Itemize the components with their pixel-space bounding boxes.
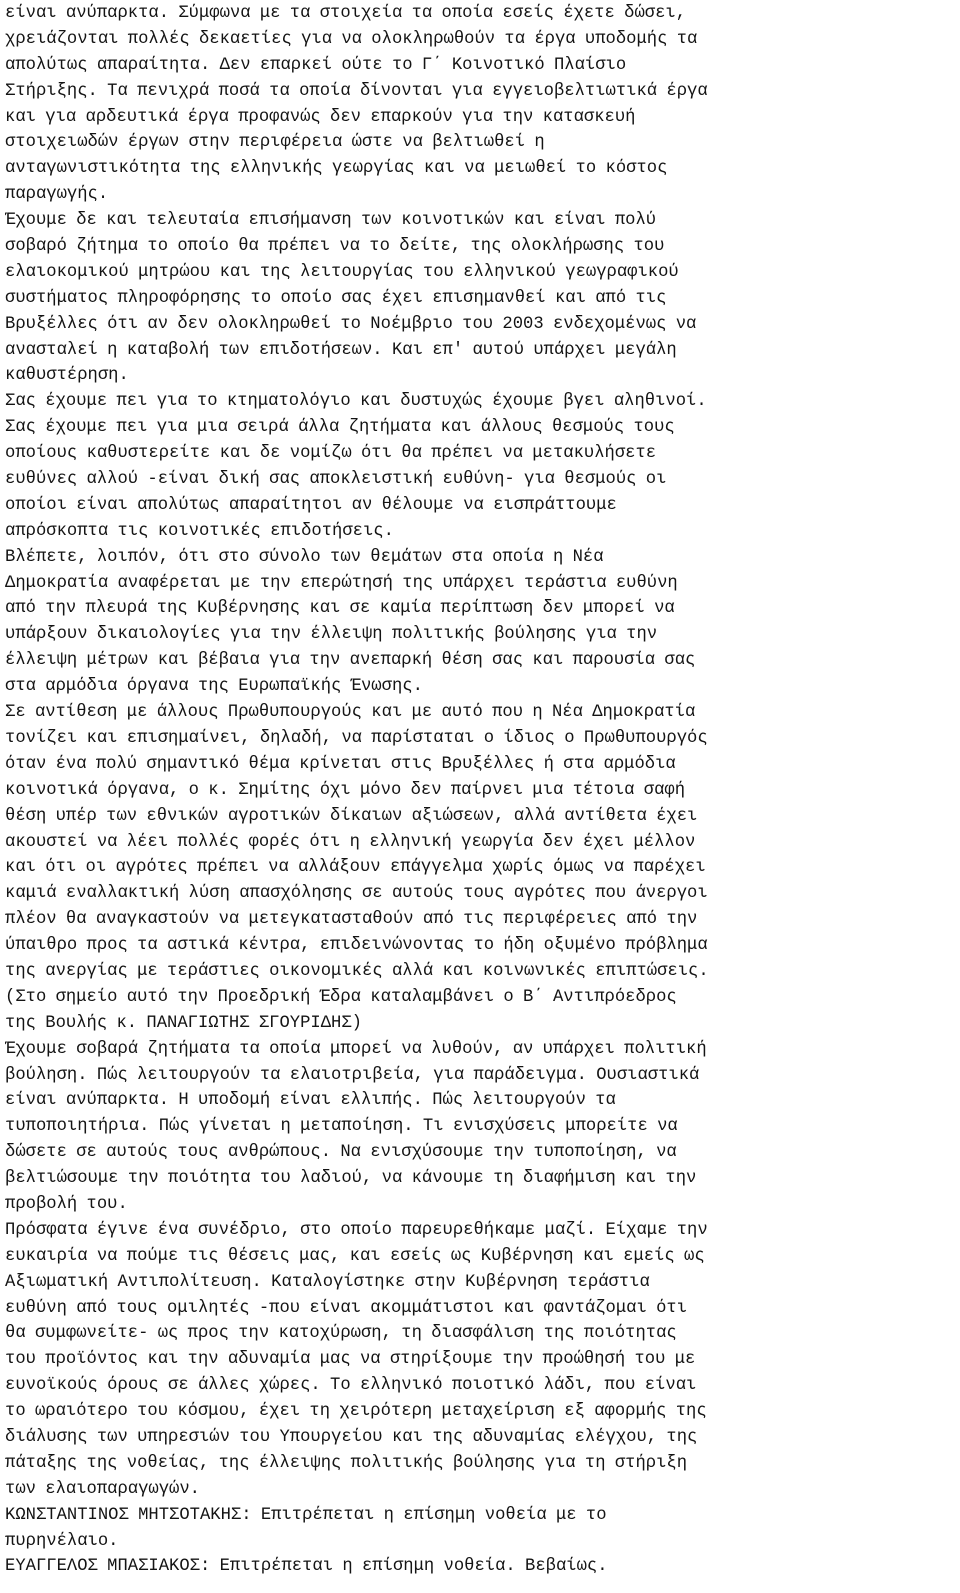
- text-line: παραγωγής.: [5, 185, 109, 205]
- text-line: ευθύνη από τους ομιλητές -που είναι ακομμάτιστοι και φαντάζομαι ότι: [5, 1298, 688, 1318]
- text-line: στα αρμόδια όργανα της Ευρωπαϊκής Ένωσης.: [5, 677, 423, 697]
- text-line: απολύτως απαραίτητα. Δεν επαρκεί ούτε το Γ΄ Κοινοτικό Πλαίσιο: [5, 55, 627, 75]
- text-line: θα συμφωνείτε- ως προς την κατοχύρωση, τη διασφάλιση της ποιότητας: [5, 1324, 677, 1344]
- text-line: βελτιώσουμε την ποιότητα του λαδιού, να κάνουμε τη διαφήμιση και την: [5, 1169, 697, 1189]
- text-line: όταν ένα πολύ σημαντικό θέμα κρίνεται στις Βρυξέλλες ή στα αρμόδια: [5, 754, 676, 774]
- text-line: Σας έχουμε πει για μια σειρά άλλα ζητήματα και άλλους θεσμούς τους: [5, 418, 675, 438]
- text-line: υπάρξουν δικαιολογίες για την έλλειψη πολιτικής βούλησης για την: [5, 625, 658, 645]
- text-line: το ωραιότερο του κόσμου, έχει τη χειρότερη μεταχείριση εξ αφορμής της: [5, 1402, 707, 1422]
- text-line: προβολή του.: [5, 1194, 128, 1214]
- text-line: βούληση. Πώς λειτουργούν τα ελαιοτριβεία, για παράδειγμα. Ουσιαστικά: [5, 1065, 700, 1085]
- text-line: ευθύνες αλλού -είναι δική σας αποκλειστική ευθύνη- για θεσμούς οι: [5, 470, 667, 490]
- text-line: ύπαιθρο προς τα αστικά κέντρα, επιδεινώνοντας το ήδη οξυμένο πρόβλημα: [5, 936, 708, 956]
- text-line: χρειάζονται πολλές δεκαετίες για να ολοκληρωθούν τα έργα υποδομής τα: [5, 29, 698, 49]
- text-line: ανασταλεί η καταβολή των επιδοτήσεων. Και επ' αυτού υπάρχει μεγάλη: [5, 340, 677, 360]
- text-line: Έχουμε σοβαρά ζητήματα τα οποία μπορεί να λυθούν, αν υπάρχει πολιτική: [5, 1039, 707, 1059]
- text-line: θέση υπέρ των εθνικών αγροτικών δίκαιων αξιώσεων, αλλά αντίθετα έχει: [5, 806, 698, 826]
- text-line: Σε αντίθεση με άλλους Πρωθυπουργούς και με αυτό που η Νέα Δημοκρατία: [5, 703, 696, 723]
- text-line: καθυστέρηση.: [5, 366, 129, 386]
- text-line: ακουστεί να λέει πολλές φορές ότι η ελληνική γεωργία δεν έχει μέλλον: [5, 832, 696, 852]
- text-line: και για αρδευτικά έργα προφανώς δεν επαρκούν για την κατασκευή: [5, 107, 636, 127]
- text-line: ευνοϊκούς όρους σε άλλες χώρες. Το ελληνικό ποιοτικό λάδι, που είναι: [5, 1376, 697, 1396]
- text-line: συστήματος πληροφόρησης το οποίο σας έχει επισημανθεί και από τις: [5, 288, 667, 308]
- text-line: Αξιωματική Αντιπολίτευση. Καταλογίστηκε στην Κυβέρνηση τεράστια: [5, 1272, 650, 1292]
- text-line: σοβαρό ζήτημα το οποίο θα πρέπει να το δείτε, της ολοκλήρωσης του: [5, 237, 665, 257]
- text-line: της Βουλής κ. ΠΑΝΑΓΙΩΤΗΣ ΣΓΟΥΡΙΔΗΣ): [5, 1013, 362, 1033]
- text-line: και ότι οι αγρότες πρέπει να αλλάξουν επάγγελμα χωρίς όμως να παρέχει: [5, 858, 706, 878]
- text-line: δώσετε σε αυτούς τους ανθρώπους. Να ενισχύσουμε την τυποποίηση, να: [5, 1143, 677, 1163]
- text-line: Πρόσφατα έγινε ένα συνέδριο, στο οποίο παρευρεθήκαμε μαζί. Είχαμε την: [5, 1220, 708, 1240]
- text-line: ανταγωνιστικότητα της ελληνικής γεωργίας και να μειωθεί το κόστος: [5, 159, 668, 179]
- text-line: του προϊόντος και την αδυναμία μας να στηρίξουμε την προώθησή του με: [5, 1350, 696, 1370]
- text-line: είναι ανύπαρκτα. Η υποδομή είναι ελλιπής. Πώς λειτουργούν τα: [5, 1091, 616, 1111]
- text-line: Βρυξέλλες ότι αν δεν ολοκληρωθεί το Νοέμβριο του 2003 ενδεχομένως να: [5, 314, 697, 334]
- text-line: της ανεργίας με τεράστιες οικονομικές αλλά και κοινωνικές επιπτώσεις.: [5, 961, 709, 981]
- text-line: ελαιοκομικού μητρώου και της λειτουργίας του ελληνικού γεωγραφικού: [5, 262, 679, 282]
- text-line: διάλυσης των υπηρεσιών του Υπουργείου και της αδυναμίας ελέγχου, της: [5, 1427, 698, 1447]
- text-line: Δημοκρατία αναφέρεται με την επερώτησή της υπάρχει τεράστια ευθύνη: [5, 573, 678, 593]
- text-line: Σας έχουμε πει για το κτηματολόγιο και δυστυχώς έχουμε βγει αληθινοί.: [5, 392, 707, 412]
- text-line: πάταξης της νοθείας, της έλλειψης πολιτικής βούλησης για τη στήριξη: [5, 1453, 688, 1473]
- text-line: ΚΩΝΣΤΑΝΤΙΝΟΣ ΜΗΤΣΟΤΑΚΗΣ: Επιτρέπεται η επίσημη νοθεία με το: [5, 1505, 607, 1525]
- text-line: είναι ανύπαρκτα. Σύμφωνα με τα στοιχεία τα οποία εσείς έχετε δώσει,: [5, 4, 687, 23]
- text-line: οποίους καθυστερείτε και δε νομίζω ότι θα πρέπει να μετακυλήσετε: [5, 444, 657, 464]
- text-line: τυποποιητήρια. Πώς γίνεται η μεταποίηση. Τι ενισχύσεις μπορείτε να: [5, 1117, 678, 1137]
- text-line: ευκαιρία να πούμε τις θέσεις μας, και εσείς ως Κυβέρνηση και εμείς ως: [5, 1246, 705, 1266]
- text-line: των ελαιοπαραγωγών.: [5, 1479, 200, 1499]
- text-line: στοιχειωδών έργων στην περιφέρεια ώστε να βελτιωθεί η: [5, 133, 545, 153]
- text-line: έλλειψη μέτρων και βέβαια για την ανεπαρκή θέση σας και παρουσία σας: [5, 651, 696, 671]
- text-line: τονίζει και επισημαίνει, δηλαδή, να παρίσταται ο ίδιος ο Πρωθυπουργός: [5, 728, 708, 748]
- text-line: από την πλευρά της Κυβέρνησης και σε καμία περίπτωση δεν μπορεί να: [5, 599, 675, 619]
- text-line: πυρηνέλαιο.: [5, 1531, 119, 1551]
- text-line: Βλέπετε, λοιπόν, ότι στο σύνολο των θεμάτων στα οποία η Νέα: [5, 547, 604, 567]
- text-line: οποίοι είναι απολύτως απαραίτητοι αν θέλουμε να εισπράττουμε: [5, 495, 617, 515]
- text-line: ΕΥΑΓΓΕΛΟΣ ΜΠΑΣΙΑΚΟΣ: Επιτρέπεται η επίσημη νοθεία. Βεβαίως.: [5, 1557, 608, 1577]
- text-line: απρόσκοπτα τις κοινοτικές επιδοτήσεις.: [5, 521, 394, 541]
- text-line: Στήριξης. Τα πενιχρά ποσά τα οποία δίνονται για εγγειοβελτιωτικά έργα: [5, 81, 708, 101]
- text-line: (Στο σημείο αυτό την Προεδρική Έδρα καταλαμβάνει ο Β΄ Αντιπρόεδρος: [5, 987, 677, 1007]
- text-line: πλέον θα αναγκαστούν να μετεγκατασταθούν από τις περιφέρειες από την: [5, 910, 698, 930]
- text-line: Έχουμε δε και τελευταία επισήμανση των κοινοτικών και είναι πολύ: [5, 211, 657, 231]
- text-line: καμιά εναλλακτική λύση απασχόλησης σε αυτούς τους αγρότες που άνεργοι: [5, 884, 708, 904]
- text-line: κοινοτικά όργανα, ο κ. Σημίτης όχι μόνο δεν παίρνει μια τέτοια σαφή: [5, 780, 686, 800]
